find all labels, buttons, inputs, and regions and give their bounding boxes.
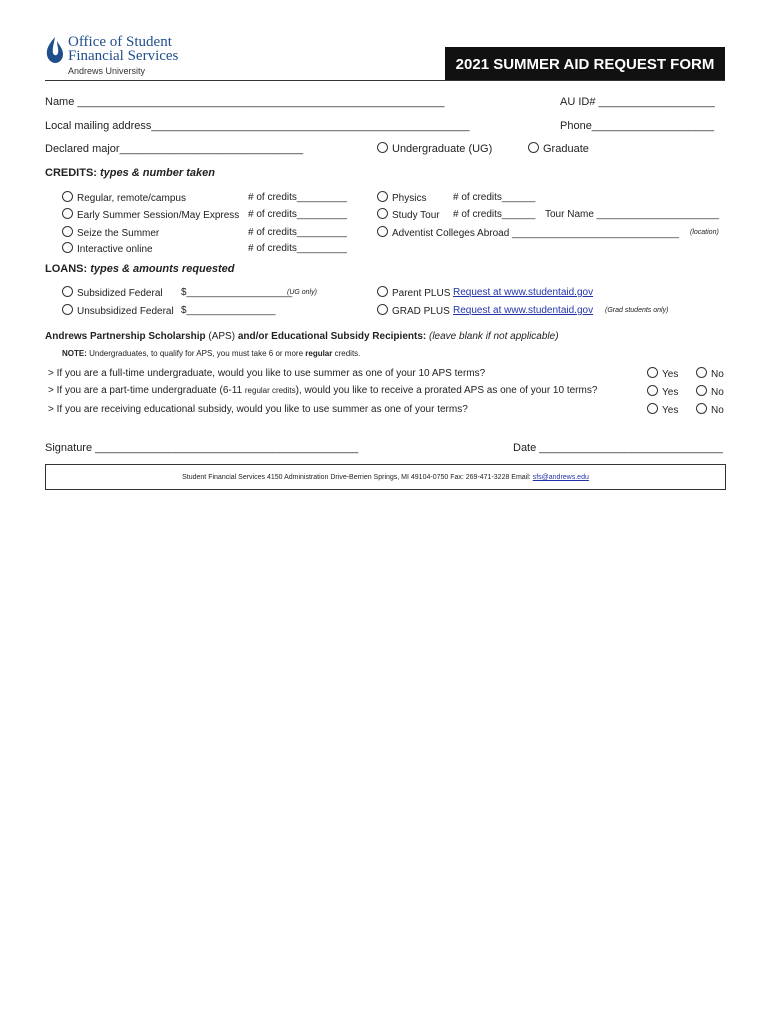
q1-no-radio[interactable] — [696, 367, 707, 378]
signature-field[interactable]: Signature ___________________________________________ — [45, 442, 359, 454]
q2-yes-radio[interactable] — [647, 385, 658, 396]
loans-heading: LOANS: types & amounts requested — [45, 263, 235, 275]
aps-heading: Andrews Partnership Scholarship (APS) and/or Educational Subsidy Recipients: (leave blank if not applicable) — [45, 331, 559, 342]
credit-adventist-abroad-radio[interactable] — [377, 226, 388, 237]
q1-yes-option[interactable]: Yes — [647, 367, 678, 380]
credit-interactive-online-radio[interactable] — [62, 242, 73, 253]
grad-only-hint: (Grad students only) — [605, 307, 669, 314]
loan-parent-plus-radio[interactable] — [377, 286, 388, 297]
header-divider — [45, 80, 725, 81]
loan-subsidized-radio[interactable] — [62, 286, 73, 297]
credit-option-regular[interactable]: Regular, remote/campus — [62, 191, 186, 204]
aps-note: NOTE: Undergraduates, to qualify for APS, you must take 6 or more regular credits. — [62, 349, 361, 358]
form-title: 2021 SUMMER AID REQUEST FORM — [445, 47, 725, 81]
footer-address: Student Financial Services 4150 Administration Drive-Berrien Springs, MI 49104-0750 Fax: 269-471-3228 Email: — [182, 473, 531, 481]
credits-heading: CREDITS: types & number taken — [45, 167, 215, 179]
q2-no-option[interactable]: No — [696, 385, 724, 398]
aps-question-part-time: > If you are a part-time undergraduate (6-11 regular credits), would you like to receive a prorated APS as one of your 10 terms? — [48, 385, 598, 396]
credit-seize-summer-count[interactable]: # of credits_________ — [248, 227, 347, 238]
credit-interactive-online-count[interactable]: # of credits_________ — [248, 243, 347, 254]
name-field[interactable]: Name ____________________________________________________________ — [45, 96, 445, 108]
credit-option-study-tour[interactable]: Study Tour — [377, 208, 440, 221]
major-field[interactable]: Declared major______________________________ — [45, 143, 304, 155]
credit-study-tour-count[interactable]: # of credits______ — [453, 209, 536, 220]
flame-logo-icon — [45, 36, 65, 64]
loan-option-grad-plus[interactable]: GRAD PLUS — [377, 304, 450, 317]
loan-unsubsidized-amount[interactable]: $________________ — [181, 305, 276, 316]
loan-option-parent-plus[interactable]: Parent PLUS — [377, 286, 450, 299]
graduate-radio[interactable] — [528, 142, 539, 153]
credit-option-physics[interactable]: Physics — [377, 191, 426, 204]
credit-study-tour-radio[interactable] — [377, 208, 388, 219]
parent-plus-link[interactable]: Request at www.studentaid.gov — [453, 287, 594, 298]
loan-grad-plus-radio[interactable] — [377, 304, 388, 315]
q1-no-option[interactable]: No — [696, 367, 724, 380]
q1-yes-radio[interactable] — [647, 367, 658, 378]
location-hint: (location) — [690, 229, 719, 236]
grad-plus-link[interactable]: Request at www.studentaid.gov — [453, 305, 594, 316]
aps-question-subsidy: > If you are receiving educational subsidy, would you like to use summer as one of your terms? — [48, 404, 468, 415]
credit-early-summer-radio[interactable] — [62, 208, 73, 219]
credit-option-adventist-abroad[interactable]: Adventist Colleges Abroad ______________________________ — [377, 226, 679, 239]
loan-subsidized-amount[interactable]: $___________________ — [181, 287, 293, 298]
undergraduate-option[interactable]: Undergraduate (UG) — [377, 142, 492, 155]
q3-yes-option[interactable]: Yes — [647, 403, 678, 416]
credit-option-interactive-online[interactable]: Interactive online — [62, 242, 153, 255]
credit-option-seize-summer[interactable]: Seize the Summer — [62, 226, 159, 239]
loan-option-subsidized[interactable]: Subsidized Federal — [62, 286, 163, 299]
date-field[interactable]: Date ______________________________ — [513, 442, 723, 454]
q3-no-option[interactable]: No — [696, 403, 724, 416]
footer — [45, 464, 726, 490]
loan-option-unsubsidized[interactable]: Unsubsidized Federal — [62, 304, 174, 317]
graduate-option[interactable]: Graduate — [528, 142, 589, 155]
au-id-field[interactable]: AU ID# ___________________ — [560, 96, 715, 108]
q2-no-radio[interactable] — [696, 385, 707, 396]
phone-field[interactable]: Phone____________________ — [560, 120, 715, 132]
q3-yes-radio[interactable] — [647, 403, 658, 414]
logo-line1: Office of Student — [68, 34, 172, 50]
tour-name-field[interactable]: Tour Name ______________________ — [545, 209, 720, 220]
credit-physics-radio[interactable] — [377, 191, 388, 202]
ug-only-hint: (UG only) — [287, 289, 317, 296]
credit-seize-summer-radio[interactable] — [62, 226, 73, 237]
loan-unsubsidized-radio[interactable] — [62, 304, 73, 315]
credit-early-summer-count[interactable]: # of credits_________ — [248, 209, 347, 220]
credit-physics-count[interactable]: # of credits______ — [453, 192, 536, 203]
credit-option-early-summer[interactable]: Early Summer Session/May Express — [62, 208, 239, 221]
undergraduate-radio[interactable] — [377, 142, 388, 153]
footer-email-link[interactable]: sfs@andrews.edu — [532, 473, 589, 481]
logo-line3: Andrews University — [68, 66, 146, 76]
credit-regular-radio[interactable] — [62, 191, 73, 202]
logo-line2: Financial Services — [68, 48, 179, 64]
q2-yes-option[interactable]: Yes — [647, 385, 678, 398]
q3-no-radio[interactable] — [696, 403, 707, 414]
address-field[interactable]: Local mailing address____________________________________________________ — [45, 120, 470, 132]
credit-regular-count[interactable]: # of credits_________ — [248, 192, 347, 203]
aps-question-full-time: > If you are a full-time undergraduate, would you like to use summer as one of your 10 APS terms? — [48, 368, 486, 379]
